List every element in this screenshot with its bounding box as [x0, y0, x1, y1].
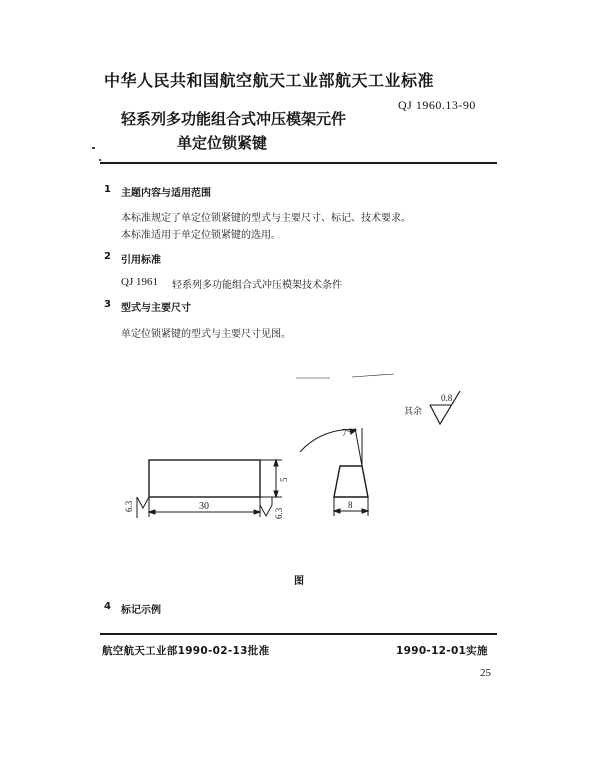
arrowhead	[274, 460, 278, 466]
roughness-symbol-left	[137, 497, 149, 508]
dimension-text-length: 30	[199, 501, 209, 512]
figure-caption: 图	[294, 576, 304, 587]
dimension-text-height: 5	[279, 477, 289, 482]
section-title: 型式与主要尺寸	[121, 303, 191, 314]
section-title: 引用标准	[121, 255, 161, 266]
arrowhead	[149, 510, 155, 514]
scan-mark	[352, 374, 394, 377]
section-number: 4	[104, 601, 111, 612]
section-number: 3	[104, 299, 111, 310]
roughness-value-other: 0.8	[441, 393, 453, 403]
standard-code: QJ 1960.13-90	[398, 98, 476, 112]
section-title: 标记示例	[121, 605, 161, 616]
roughness-symbol-right	[260, 505, 272, 516]
approval-date: 航空航天工业部1990-02-13批准	[102, 645, 270, 657]
arrowhead	[274, 491, 278, 497]
front-view-outline	[149, 460, 260, 497]
effective-date: 1990-12-01实施	[396, 645, 488, 657]
arrowhead	[254, 510, 260, 514]
paragraph: 单定位锁紧键的型式与主要尺寸见图。	[121, 329, 291, 340]
side-view-outline	[334, 466, 368, 497]
document-title-line2: 单定位锁紧键	[177, 134, 268, 152]
angle-side-line	[355, 428, 362, 466]
section-number: 1	[104, 184, 111, 195]
paragraph: 本标准规定了单定位锁紧键的型式与主要尺寸、标记、技术要求。	[121, 213, 411, 224]
page-number: 25	[480, 667, 491, 679]
standard-issuer: 中华人民共和国航空航天工业部航天工业标准	[104, 71, 435, 90]
paragraph: 本标准适用于单定位锁紧键的选用。	[121, 230, 281, 241]
roughness-value-left: 6.3	[124, 500, 134, 512]
footer-rule	[100, 633, 497, 635]
dimension-text-width: 8	[348, 500, 353, 510]
reference-title: 轻系列多功能组合式冲压模架技术条件	[172, 280, 342, 291]
reference-code: QJ 1961	[121, 276, 158, 288]
roughness-other-label: 其余	[404, 407, 423, 417]
document-title-line1: 轻系列多功能组合式冲压模架元件	[121, 110, 347, 128]
section-number: 2	[104, 251, 111, 262]
arrowhead	[334, 509, 340, 513]
arrowhead	[362, 509, 368, 513]
section-title: 主题内容与适用范围	[121, 188, 211, 199]
dimension-text-angle: 7°	[342, 428, 351, 439]
roughness-value-right: 6.3	[274, 507, 284, 519]
